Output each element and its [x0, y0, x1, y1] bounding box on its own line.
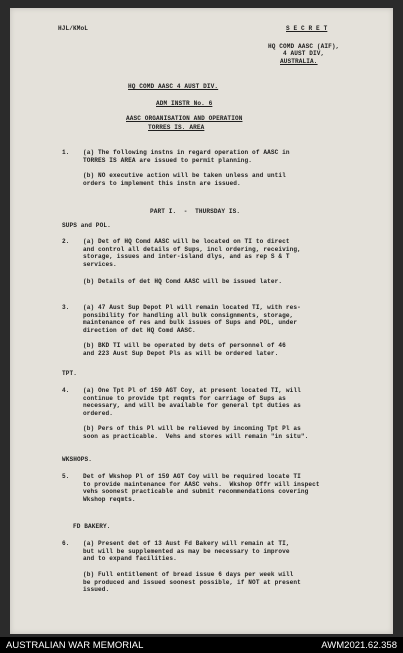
para-2b-line-1: (b) Details of det HQ Comd AASC will be issued later. — [83, 278, 283, 285]
classification-marking: S E C R E T — [286, 25, 328, 32]
title-line-4: TORRES IS. AREA — [148, 124, 205, 131]
para-1b-line-2: orders to implement this instn are issued. — [83, 179, 241, 187]
title-line-2: ADM INSTR No. 6 — [156, 100, 213, 107]
para-1-number: 1. — [62, 149, 70, 156]
para-6a-line-1: (a) Present det of 13 Aust Fd Bakery will remain at TI, — [83, 540, 290, 547]
para-4a-line-3: necessary, and will be available for general tpt duties as — [83, 402, 301, 409]
para-6b-line-1: (b) Full entitlement of bread issue 6 days per week will — [83, 571, 294, 578]
para-3a-line-1: (a) 47 Aust Sup Depot Pl will remain located TI, with res- — [83, 304, 301, 311]
wkshops-heading: WKSHOPS. — [62, 456, 93, 463]
footer-institution: AUSTRALIAN WAR MEMORIAL — [6, 640, 144, 651]
para-2a-line-1: (a) Det of HQ Comd AASC will be located on TI to direct — [83, 238, 290, 245]
para-6a-line-2: but will be supplemented as may be necessary to improve — [83, 547, 290, 555]
para-5-line-3: vehs soonest practicable and submit recommendations covering — [83, 488, 309, 495]
para-4b-line-1: (b) Pers of this Pl will be relieved by incoming Tpt Pl as — [83, 425, 301, 432]
bakery-heading: FD BAKERY. — [73, 523, 111, 530]
para-3b-line-1: (b) BKD TI will be operated by dets of personnel of 46 — [83, 342, 286, 349]
address-line-2: 4 AUST DIV, — [283, 50, 325, 57]
para-4a-line-1: (a) One Tpt Pl of 159 AGT Coy, at present located TI, will — [83, 387, 301, 394]
para-2-number: 2. — [62, 238, 70, 245]
para-6-number: 6. — [62, 540, 70, 547]
para-1a-line-2: TORRES IS AREA are issued to permit planning. — [83, 156, 253, 164]
para-5-line-1: Det of Wkshop Pl of 159 AGT Coy will be required locate TI — [83, 473, 301, 480]
address-line-1: HQ COMD AASC (AIF), — [268, 43, 340, 50]
archive-footer-bar — [0, 637, 403, 653]
para-4a-line-4: ordered. — [83, 409, 114, 417]
para-4b-line-2: soon as practicable. Vehs and stores will remain "in situ". — [83, 432, 309, 440]
title-line-3: AASC ORGANISATION AND OPERATION — [126, 115, 243, 122]
sups-heading: SUPS and POL. — [62, 222, 111, 229]
part-1-heading: PART I. - THURSDAY IS. — [150, 208, 241, 215]
document-page — [10, 8, 393, 634]
para-4-number: 4. — [62, 387, 70, 394]
tpt-heading: TPT. — [62, 370, 78, 377]
para-6a-line-3: and to expand facilities. — [83, 555, 177, 562]
para-2a-line-2: and control all details of Sups, incl ordering, receiving, — [83, 245, 301, 253]
para-3-number: 3. — [62, 304, 70, 311]
para-3b-line-2: and 223 Aust Sup Depot Pls as will be ordered later. — [83, 349, 279, 357]
para-3a-line-4: direction of det HQ Comd AASC. — [83, 326, 196, 334]
para-1a-line-1: (a) The following instns in regard operation of AASC in — [83, 149, 290, 156]
para-3a-line-3: maintenance of res and bulk issues of Sups and POL, under — [83, 319, 298, 326]
para-2a-line-3: storage, issues and inter-island dlys, and as rep S & T — [83, 253, 290, 260]
para-5-line-4: Wkshop reqmts. — [83, 495, 136, 503]
para-5-number: 5. — [62, 473, 70, 480]
title-line-1: HQ COMD AASC 4 AUST DIV. — [128, 83, 219, 90]
footer-accession-number: AWM2021.62.358 — [321, 640, 397, 651]
address-line-3: AUSTRALIA. — [280, 58, 318, 65]
para-2a-line-4: services. — [83, 260, 117, 268]
para-5-line-2: to provide maintenance for AASC vehs. Wkshop Offr will inspect — [83, 480, 320, 488]
para-4a-line-2: continue to provide tpt reqmts for carriage of Sups as — [83, 394, 286, 402]
para-6b-line-2: be produced and issued soonest possible, if NOT at present — [83, 578, 301, 586]
para-1b-line-1: (b) NO executive action will be taken unless and until — [83, 172, 286, 179]
para-6b-line-3: issued. — [83, 586, 110, 593]
reference-code: HJL/KMoL — [58, 25, 89, 32]
para-3a-line-2: ponsibility for handling all bulk consignments, storage, — [83, 311, 294, 319]
